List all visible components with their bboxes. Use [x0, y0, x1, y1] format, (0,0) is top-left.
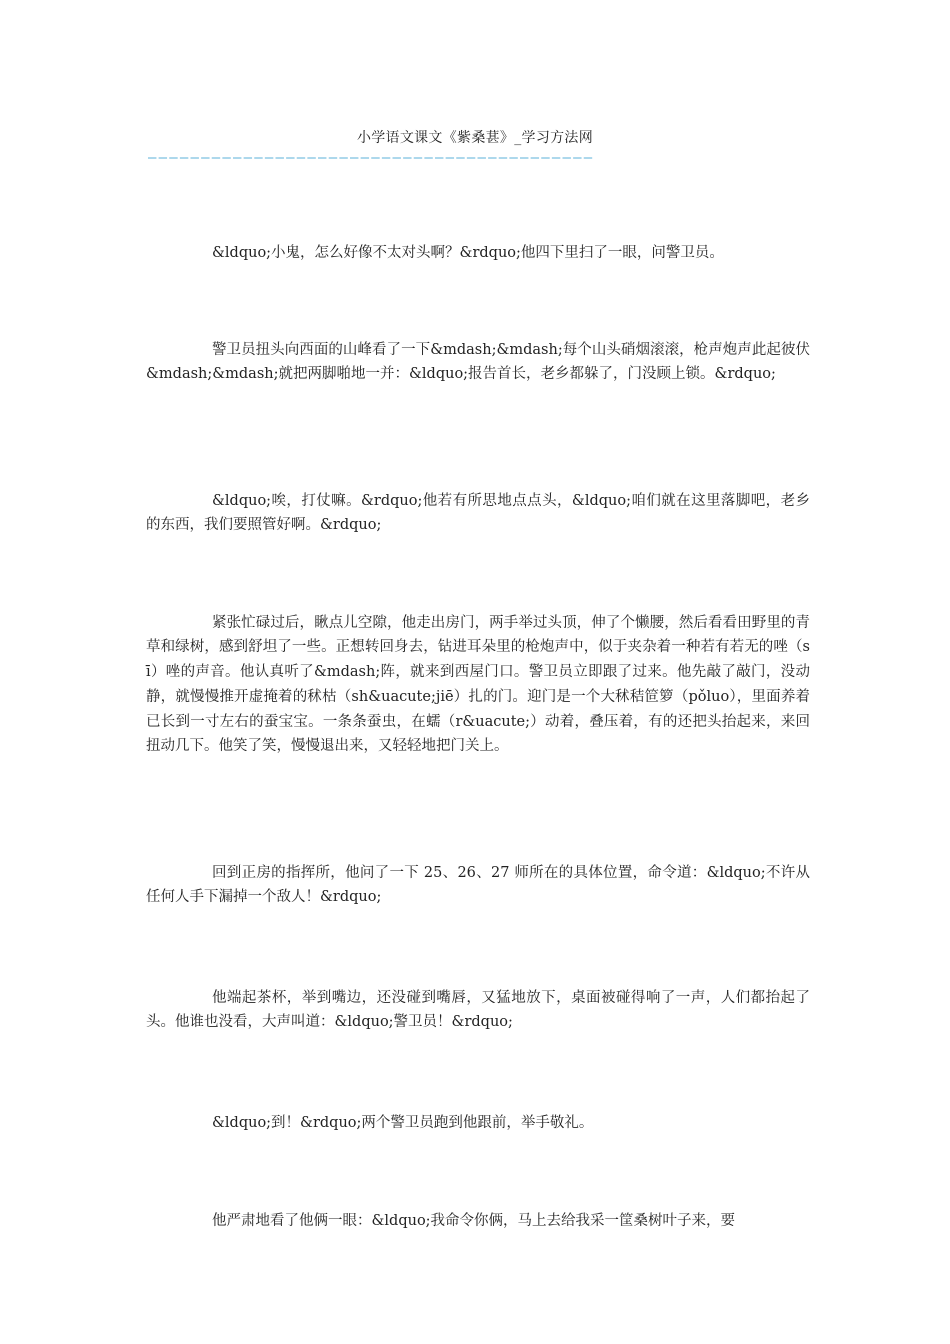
- page-title: 小学语文课文《紫桑葚》_学习方法网: [356, 130, 594, 146]
- paragraph: 紧张忙碌过后，瞅点儿空隙，他走出房门，两手举过头顶，伸了个懒腰，然后看看田野里的青草和绿树，感到舒坦了一些。正想转回身去，钻进耳朵里的枪炮声中，似于夹杂着一种若有若无的唑（sī）唑的声音。他认真听了&mdash;阵，就来到西屋门口。警卫员立即跟了过来。他先敲了敲门，没动静，就慢慢推开虚掩着的秫枯（sh&uacute;jiē）扎的门。迎门是一个大秫秸笸箩（pǒluo），里面养着已长到一寸左右的蚕宝宝。一条条蚕虫，在蠕（r&uacute;）动着，叠压着，有的还把头抬起来，来回扭动几下。他笑了笑，慢慢退出来，又轻轻地把门关上。: [146, 614, 810, 755]
- paragraph: &ldquo;到！&rdquo;两个警卫员跑到他跟前，举手敬礼。: [212, 1114, 594, 1131]
- paragraph: 回到正房的指挥所，他问了一下 25、26、27 师所在的具体位置，命令道：&ldquo;不许从任何人手下漏掉一个敌人！&rdquo;: [146, 864, 810, 906]
- paragraph: 他严肃地看了他俩一眼：&ldquo;我命令你俩，马上去给我采一筐桑树叶子来，要: [212, 1212, 736, 1229]
- paragraph: 他端起茶杯，举到嘴边，还没碰到嘴唇，又猛地放下，桌面被碰得响了一声，人们都抬起了头。他谁也没看，大声叫道：&ldquo;警卫员！&rdquo;: [146, 989, 810, 1031]
- header-divider: ——————————————————————————————————————————: [148, 150, 595, 166]
- paragraph: 警卫员扭头向西面的山峰看了一下&mdash;&mdash;每个山头硝烟滚滚，枪声炮声此起彼伏&mdash;&mdash;就把两脚啪地一并：&ldquo;报告首长，老乡都躲了，门没顾上锁。&rdquo;: [146, 341, 810, 383]
- paragraph: &ldquo;唉，打仗嘛。&rdquo;他若有所思地点点头，&ldquo;咱们就在这里落脚吧，老乡的东西，我们要照管好啊。&rdquo;: [146, 492, 810, 534]
- paragraph: &ldquo;小鬼，怎么好像不太对头啊？&rdquo;他四下里扫了一眼，问警卫员。: [212, 244, 724, 261]
